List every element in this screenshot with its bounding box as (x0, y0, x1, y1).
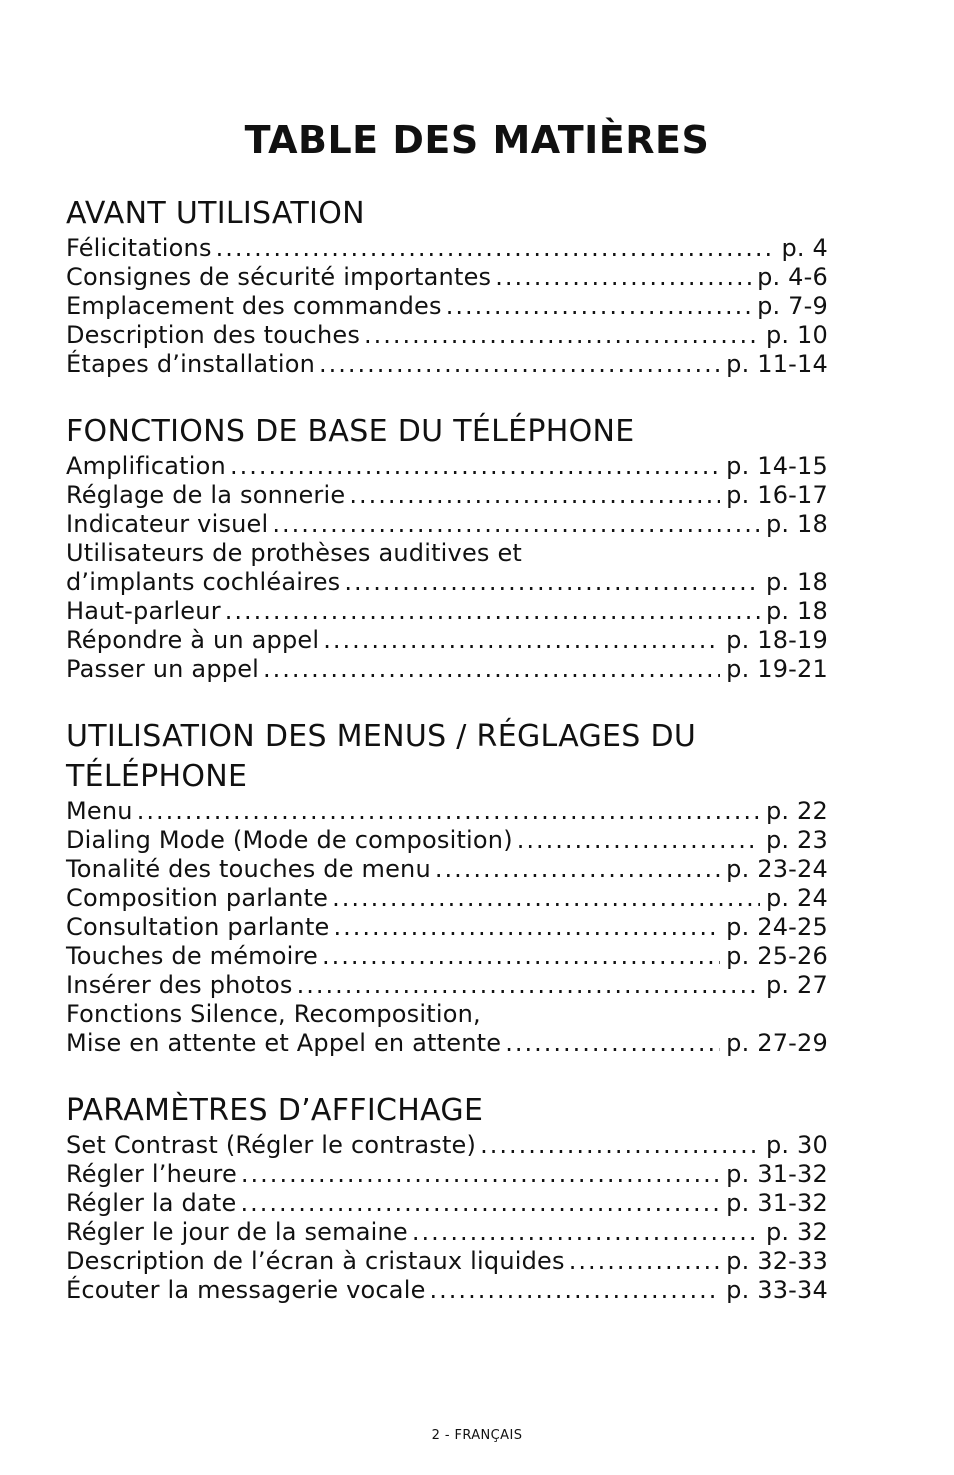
section-heading-line1: UTILISATION DES MENUS / RÉGLAGES DU (66, 719, 697, 754)
toc-entry-page: p. 25-26 (726, 942, 828, 970)
toc-entry-page: p. 19-21 (726, 655, 828, 683)
dot-leader (137, 797, 760, 826)
toc-entry-page: p. 27-29 (726, 1029, 828, 1057)
toc-entry[interactable] (66, 510, 828, 539)
toc-entry-page: p. 32-33 (726, 1247, 828, 1275)
toc-entry-label: Consultation parlante (66, 913, 330, 941)
toc-entry[interactable] (66, 913, 828, 942)
dot-leader (225, 597, 760, 626)
toc-section-fonctions-de-base (66, 412, 828, 684)
toc-entry-label: Composition parlante (66, 884, 329, 912)
section-heading: AVANT UTILISATION (66, 196, 365, 231)
toc-entry[interactable] (66, 539, 828, 597)
page-footer: 2 - FRANÇAIS (431, 1428, 523, 1443)
toc-entry[interactable] (66, 942, 828, 971)
toc-entry[interactable] (66, 1276, 828, 1305)
toc-entry[interactable] (66, 655, 828, 684)
dot-leader (344, 568, 760, 597)
toc-entry-label: Félicitations (66, 234, 212, 262)
dot-leader (480, 1131, 760, 1160)
dot-leader (216, 234, 776, 263)
dot-leader (364, 321, 760, 350)
toc-entry-label: Mise en attente et Appel en attente (66, 1029, 502, 1057)
toc-entry-page: p. 32 (765, 1218, 828, 1246)
section-heading: FONCTIONS DE BASE DU TÉLÉPHONE (66, 414, 635, 449)
toc-entry-label: Set Contrast (Régler le contraste) (66, 1131, 477, 1159)
toc-entry-page: p. 33-34 (726, 1276, 828, 1304)
toc-entry[interactable] (66, 263, 828, 292)
toc-entry[interactable] (66, 597, 828, 626)
toc-entry-label: d’implants cochléaires (66, 568, 341, 596)
toc-entry[interactable] (66, 292, 828, 321)
toc-entry[interactable] (66, 971, 828, 1000)
toc-entry-page: p. 31-32 (726, 1160, 828, 1188)
dot-leader (322, 942, 720, 971)
dot-leader (435, 855, 720, 884)
toc-entry-page: p. 23-24 (726, 855, 828, 883)
toc-entry-page: p. 16-17 (726, 481, 828, 509)
toc-entry-label: Passer un appel (66, 655, 260, 683)
toc-entry-page: p. 18 (765, 510, 828, 538)
toc-entry[interactable] (66, 797, 828, 826)
toc-entry-label: Amplification (66, 452, 226, 480)
toc-entry-page: p. 14-15 (726, 452, 828, 480)
dot-leader (323, 626, 720, 655)
toc-entry-label: Régler la date (66, 1189, 237, 1217)
dot-leader (412, 1218, 760, 1247)
dot-leader (319, 350, 720, 379)
toc-section-utilisation-des-menus (66, 717, 828, 1058)
toc-entry-page: p. 24-25 (726, 913, 828, 941)
toc-entry-label: Indicateur visuel (66, 510, 269, 538)
toc-entry-label: Insérer des photos (66, 971, 293, 999)
toc-entry-label: Régler le jour de la semaine (66, 1218, 408, 1246)
dot-leader (517, 826, 760, 855)
toc-entry-page: p. 24 (765, 884, 828, 912)
toc-entry[interactable] (66, 826, 828, 855)
toc-entry-page: p. 27 (765, 971, 828, 999)
toc-entry[interactable] (66, 1000, 828, 1058)
dot-leader (332, 884, 760, 913)
toc-entry[interactable] (66, 321, 828, 350)
toc-entry[interactable] (66, 1189, 828, 1218)
dot-leader (334, 913, 721, 942)
toc-entry-label: Répondre à un appel (66, 626, 320, 654)
toc-section-parametres-affichage (66, 1091, 828, 1305)
toc-entry-page: p. 31-32 (726, 1189, 828, 1217)
dot-leader (240, 1189, 720, 1218)
toc-entry-label-line1: Utilisateurs de prothèses auditives et (66, 539, 523, 567)
toc-entry-page: p. 22 (765, 797, 828, 825)
dot-leader (241, 1160, 720, 1189)
toc-entry[interactable] (66, 1131, 828, 1160)
toc-entry-page: p. 7-9 (757, 292, 828, 320)
toc-entry[interactable] (66, 350, 828, 379)
toc-entry-page: p. 4 (781, 234, 828, 262)
toc-entry[interactable] (66, 884, 828, 913)
toc-entry-label: Tonalité des touches de menu (66, 855, 431, 883)
dot-leader (272, 510, 760, 539)
toc-entry[interactable] (66, 1247, 828, 1276)
toc-entry[interactable] (66, 626, 828, 655)
toc-entry-page: p. 23 (765, 826, 828, 854)
dot-leader (230, 452, 720, 481)
toc-entry-label: Consignes de sécurité importantes (66, 263, 492, 291)
toc-entry-page: p. 10 (765, 321, 828, 349)
table-of-contents (66, 194, 828, 1338)
toc-entry-label: Étapes d’installation (66, 350, 315, 378)
toc-entry-page: p. 18-19 (726, 626, 828, 654)
dot-leader (495, 263, 751, 292)
dot-leader (569, 1247, 720, 1276)
toc-entry-label: Écouter la messagerie vocale (66, 1276, 426, 1304)
toc-entry[interactable] (66, 481, 828, 510)
toc-entry-label: Description de l’écran à cristaux liquides (66, 1247, 565, 1275)
toc-entry[interactable] (66, 1160, 828, 1189)
section-heading: PARAMÈTRES D’AFFICHAGE (66, 1093, 484, 1128)
dot-leader (430, 1276, 721, 1305)
toc-entry-page: p. 4-6 (757, 263, 828, 291)
toc-entry[interactable] (66, 452, 828, 481)
toc-entry-page: p. 18 (765, 568, 828, 596)
toc-entry-label: Emplacement des commandes (66, 292, 442, 320)
dot-leader (297, 971, 760, 1000)
toc-entry-label: Touches de mémoire (66, 942, 318, 970)
toc-entry-page: p. 18 (765, 597, 828, 625)
toc-entry-label: Dialing Mode (Mode de composition) (66, 826, 513, 854)
dot-leader (263, 655, 720, 684)
toc-entry[interactable] (66, 234, 828, 263)
dot-leader (505, 1029, 720, 1058)
page-title: TABLE DES MATIÈRES (244, 118, 710, 162)
toc-entry-label: Description des touches (66, 321, 361, 349)
toc-entry-page: p. 30 (765, 1131, 828, 1159)
toc-entry-label: Menu (66, 797, 133, 825)
toc-entry-label: Réglage de la sonnerie (66, 481, 346, 509)
toc-entry-label: Haut-parleur (66, 597, 221, 625)
section-heading: TÉLÉPHONE (66, 759, 248, 794)
toc-entry-label: Régler l’heure (66, 1160, 237, 1188)
dot-leader (446, 292, 751, 321)
toc-entry-label-line1: Fonctions Silence, Recomposition, (66, 1000, 481, 1028)
toc-section-avant-utilisation (66, 194, 828, 379)
dot-leader (349, 481, 720, 510)
toc-entry-page: p. 11-14 (726, 350, 828, 378)
toc-entry[interactable] (66, 1218, 828, 1247)
toc-entry[interactable] (66, 855, 828, 884)
